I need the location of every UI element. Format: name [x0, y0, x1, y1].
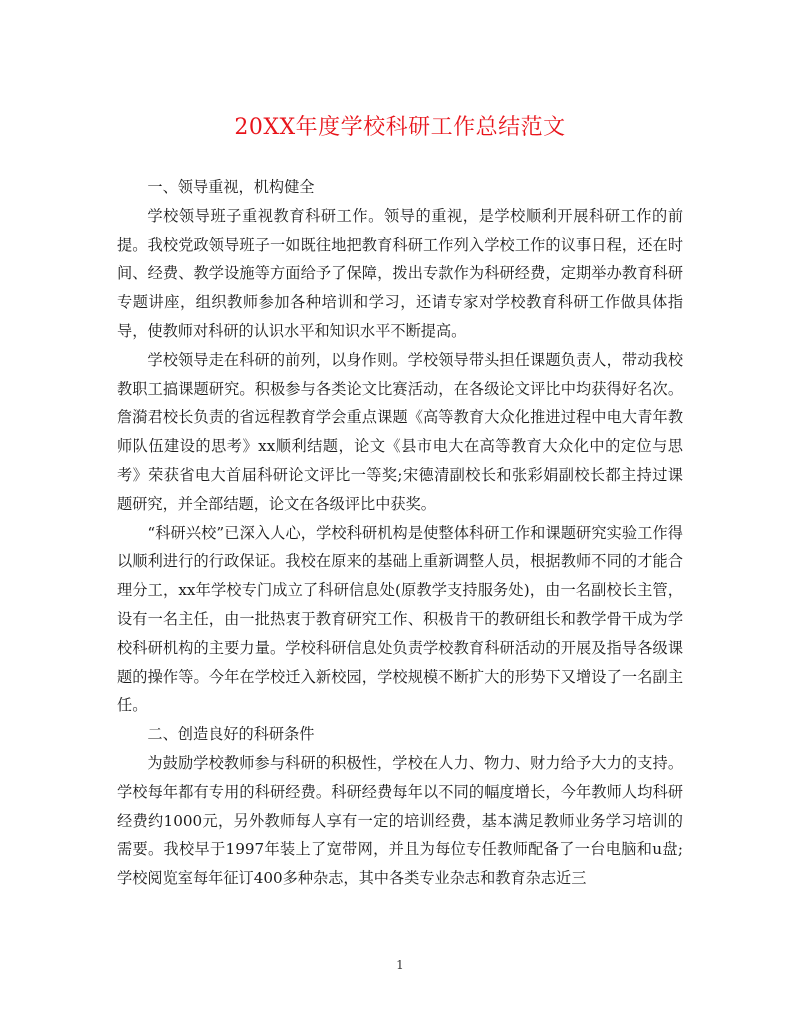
document-body: [117, 173, 683, 893]
body-paragraph: “科研兴校”已深入人心，学校科研机构是使整体科研工作和课题研究实验工作得以顺利进行的行政保证。我校在原来的基础上重新调整人员，根据教师不同的才能合理分工，xx年学校专门成立了科研信息处(原教学支持服务处)，由一名副校长主管，设有一名主任，由一批热衷于教育研究工作、积极肯干的教研组长和教学骨干成为学校科研机构的主要力量。学校科研信息处负责学校教育科研活动的开展及指导各级课题的操作等。今年在学校迁入新校园，学校规模不断扩大的形势下又增设了一名副主任。: [117, 523, 683, 715]
section-heading-2: 二、创造良好的科研条件: [147, 725, 315, 744]
page-number: 1: [396, 958, 404, 972]
body-paragraph: 学校领导走在科研的前列，以身作则。学校领导带头担任课题负责人，带动我校教职工搞课题研究。积极参与各类论文比赛活动，在各级论文评比中均获得好名次。詹漪君校长负责的省远程教育学会重点课题《高等教育大众化推进过程中电大青年教师队伍建设的思考》xx顺利结题，论文《县市电大在高等教育大众化中的定位与思考》荣获省电大首届科研论文评比一等奖;宋德清副校长和张彩娟副校长都主持过课题研究，并全部结题，论文在各级评比中获奖。: [117, 350, 683, 513]
section-heading-1: 一、领导重视，机构健全: [147, 178, 315, 196]
body-paragraph: 学校领导班子重视教育科研工作。领导的重视，是学校顺利开展科研工作的前提。我校党政领导班子一如既往地把教育科研工作列入学校工作的议事日程，还在时间、经费、教学设施等方面给予了保障，拨出专款作为科研经费，定期举办教育科研专题讲座，组织教师参加各种培训和学习，还请专家对学校教育科研工作做具体指导，使教师对科研的认识水平和知识水平不断提高。: [117, 206, 683, 340]
body-paragraph: 为鼓励学校教师参与科研的积极性，学校在人力、物力、财力给予大力的支持。学校每年都有专用的科研经费。科研经费每年以不同的幅度增长，今年教师人均科研经费约1000元，另外教师每人享有一定的培训经费，基本满足教师业务学习培训的需要。我校早于1997年装上了宽带网，并且为每位专任教师配备了一台电脑和u盘;学校阅览室每年征订400多种杂志，其中各类专业杂志和教育杂志近三: [117, 753, 683, 888]
document-title: 20XX年度学校科研工作总结范文: [234, 115, 566, 140]
